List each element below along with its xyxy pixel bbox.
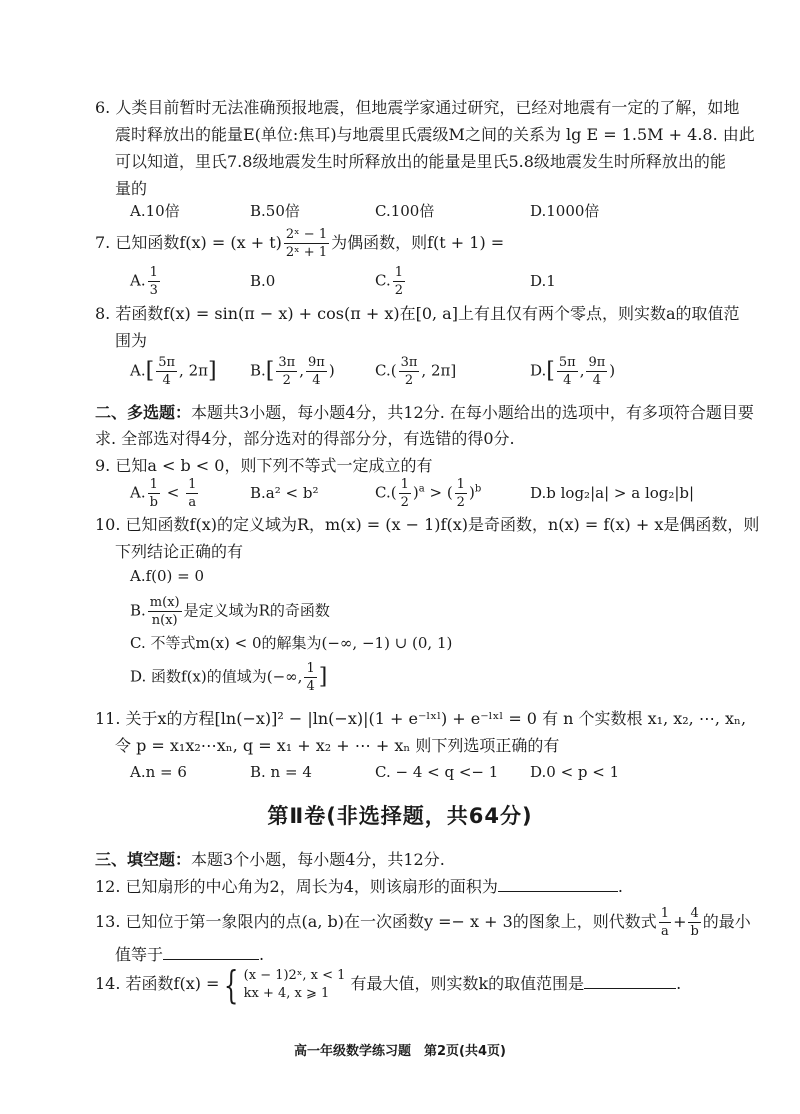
q9-option-a-denominator-1: b (149, 495, 158, 510)
q14-case-1: (x − 1)2ˣ, x < 1 (243, 967, 346, 983)
q7-option-d: D.1 (530, 272, 556, 290)
q8-option-c-fraction (399, 356, 420, 387)
q14-answer-blank[interactable] (584, 974, 676, 989)
q14-case-2: kx + 4, x ⩾ 1 (243, 985, 330, 1001)
q13-line-2-text: 值等于 (115, 945, 164, 964)
q11-line-1: 11. 关于x的方程[ln(−x)]² − |ln(−x)|(1 + e⁻ˡˣˡ) + e⁻ˡˣˡ = 0 有 n 个实数根 x₁, x₂, ⋯, xₙ, (95, 709, 747, 728)
q10-option-d-numerator: 1 (306, 661, 315, 676)
q8-option-c-label: C. (375, 361, 391, 380)
q8-option-c-numerator: 3π (400, 355, 418, 370)
q8-option-a-label: A. (130, 361, 146, 380)
q7-option-a-numerator: 1 (149, 265, 158, 280)
q9-option-c-numerator-2: 1 (456, 477, 465, 492)
q10-option-c: C. 不等式m(x) < 0的解集为(−∞, −1) ∪ (0, 1) (130, 634, 453, 652)
section-3-line (95, 849, 445, 871)
q9-option-d: D.b log₂|a| > a log₂|b| (530, 484, 695, 502)
q8-option-c (375, 356, 456, 387)
q9-option-a-denominator-2: a (188, 495, 197, 510)
q9-option-c-fraction-2 (455, 478, 467, 509)
q9-option-c-numerator-1: 1 (400, 477, 409, 492)
q8-option-d-comma: , (579, 361, 585, 380)
q7-fraction-denominator: 2ˣ + 1 (285, 245, 328, 260)
q13-fraction-1 (659, 907, 671, 938)
q6-line-4: 量的 (115, 179, 148, 198)
q9-option-c-operator: > (429, 483, 443, 502)
q13-answer-blank[interactable] (163, 945, 259, 960)
q12-stem (95, 876, 623, 898)
q8-option-b (250, 356, 335, 387)
q10-option-b-numerator: m(x) (149, 595, 180, 610)
q13-line-1 (95, 907, 751, 938)
q11-option-a: A.n = 6 (130, 763, 187, 781)
q8-option-b-denominator-1: 2 (282, 373, 291, 388)
section-3-heading: 三、填空题： (95, 850, 192, 869)
q9-option-a-label: A. (130, 483, 146, 502)
q13-stem-text: 13. 已知位于第一象限内的点(a, b)在一次函数y =− x + 3的图象上，则代数式 (95, 912, 657, 931)
q8-option-b-label: B. (250, 361, 266, 380)
q8-option-d-open: [ (546, 358, 555, 384)
q9-option-c: C.( $\frac{1}{2}$ )$^a$ > ( $\frac{1}{2}$ )$^b$ (375, 477, 482, 510)
q8-option-a-numerator: 5π (158, 355, 176, 370)
section-2-line-2: 求. 全部选对得4分，部分选对的得部分分，有选错的得0分. (95, 429, 515, 448)
q13-fraction-2 (688, 907, 700, 938)
q7-option-b: B.0 (250, 272, 276, 290)
q9-option-a-numerator-2: 1 (188, 477, 197, 492)
q9-option-c-exponent-2: b (474, 483, 482, 495)
q9-option-a-fraction-2 (186, 478, 198, 509)
q8-option-d-fraction-1 (557, 356, 578, 387)
q10-option-a: A.f(0) = 0 (130, 567, 205, 585)
q14-brace: { (224, 962, 239, 1007)
q8-option-b-denominator-2: 4 (312, 373, 321, 388)
page-footer: 高一年级数学练习题 第2页(共4页) (294, 1044, 506, 1059)
q8-option-b-numerator-2: 9π (308, 355, 325, 370)
q8-line-1: 8. 若函数f(x) = sin(π − x) + cos(π + x)在[0, a]上有且仅有两个零点，则实数a的取值范 (95, 304, 740, 323)
q9-option-a-fraction-1 (148, 478, 160, 509)
q7-stem-pre: 7. 已知函数f(x) = (x + t) (95, 233, 282, 252)
q7-option-c-label: C. (375, 271, 391, 290)
q9-option-c-denominator-1: 2 (400, 495, 409, 510)
q10-option-d-fraction (304, 662, 316, 693)
q9-option-a (130, 478, 200, 509)
q8-option-a-rest: , 2π (179, 361, 208, 380)
q10-option-d-close: ] (318, 664, 328, 690)
q8-option-d-numerator-1: 5π (558, 355, 576, 370)
q8-option-d-label: D. (530, 361, 547, 380)
q13-line-2-end: . (259, 945, 265, 964)
q10-option-b-fraction (148, 596, 182, 627)
q10-option-b-rest: 是定义域为R的奇函数 (183, 601, 330, 620)
q7-fraction-numerator: 2ˣ − 1 (285, 227, 328, 242)
q13-numerator-1: 1 (660, 906, 670, 921)
q13-line-2 (115, 944, 264, 966)
q7-stem (95, 228, 504, 259)
q9-option-a-operator: < (166, 483, 180, 502)
q10-option-b (130, 596, 330, 627)
q9-option-b: B.a² < b² (250, 484, 319, 502)
q10-option-d-denominator: 4 (306, 679, 315, 694)
q8-option-a-open: [ (145, 358, 155, 384)
q7-option-c-fraction (393, 266, 405, 297)
q7-option-c-denominator: 2 (394, 283, 403, 298)
q10-option-b-label: B. (130, 601, 146, 620)
q8-option-c-close: ] (450, 361, 457, 380)
q7-fraction (284, 228, 329, 259)
q9-option-a-numerator-1: 1 (148, 478, 160, 494)
q7-stem-post: 为偶函数，则f(t + 1) = (331, 233, 505, 252)
q13-plus: + (673, 912, 687, 931)
q6-line-1: 6. 人类目前暂时无法准确预报地震，但地震学家通过研究，已经对地震有一定的了解，如地 (95, 98, 740, 117)
section-2-heading: 二、多选题： (95, 403, 192, 422)
q12-stem-text: 12. 已知扇形的中心角为2，周长为4，则该扇形的面积为 (95, 877, 498, 896)
q14-cases (244, 967, 346, 1003)
q8-option-b-fraction-1 (276, 356, 297, 387)
q6-option-b: B.50倍 (250, 202, 300, 220)
q8-option-d-denominator-1: 4 (563, 373, 572, 388)
q13-stem-post: 的最小 (702, 912, 751, 931)
q7-option-a-denominator: 3 (149, 283, 158, 298)
q6-option-c: C.100倍 (375, 202, 435, 220)
q8-option-a-fraction (156, 356, 177, 387)
q10-option-d-pre: D. 函数f(x)的值域为(−∞, (130, 667, 303, 686)
q7-option-c-numerator: 1 (394, 265, 403, 280)
q14-stem-pre: 14. 若函数f(x) = (95, 974, 220, 993)
q7-option-a-fraction (148, 266, 160, 297)
q6-option-d: D.1000倍 (530, 202, 600, 220)
q6-line-3: 可以知道，里氏7.8级地震发生时所释放出的能量是里氏5.8级地震发生时所释放出的能 (115, 152, 726, 171)
q11-option-b: B. n = 4 (250, 763, 312, 781)
q10-line-2: 下列结论正确的有 (115, 542, 244, 561)
q11-option-c: C. − 4 < q <− 1 (375, 763, 499, 781)
q9-stem: 9. 已知a < b < 0，则下列不等式一定成立的有 (95, 456, 433, 475)
q6-line-2: 震时释放出的能量E(单位:焦耳)与地震里氏震级M之间的关系为 lg E = 1.5M + 4.8. 由此 (115, 125, 755, 144)
q9-option-c-exponent-1: a (418, 483, 425, 495)
q8-line-2: 围为 (115, 331, 148, 350)
q10-option-d (130, 662, 327, 693)
q8-option-b-comma: , (299, 361, 304, 380)
q10-line-1: 10. 已知函数f(x)的定义域为R，m(x) = (x − 1)f(x)是奇函数，n(x) = f(x) + x是偶函数，则 (95, 515, 760, 534)
part-2-title: 第Ⅱ卷(非选择题，共64分) (267, 804, 533, 828)
q8-option-d-close: ) (609, 361, 616, 380)
q8-option-c-rest: , 2π (421, 361, 451, 380)
q8-option-c-denominator: 2 (404, 373, 414, 388)
q8-option-a-close: ] (207, 358, 217, 384)
q8-option-d-numerator-2: 9π (588, 355, 606, 370)
q12-stem-end: . (617, 877, 623, 896)
q14-stem-end: . (676, 974, 682, 993)
section-2-description: 本题共3小题，每小题4分，共12分. 在每小题给出的选项中，有多项符合题目要 (191, 403, 754, 422)
q7-option-a (130, 266, 162, 297)
q7-option-c (375, 266, 407, 297)
q9-option-c-denominator-2: 2 (456, 495, 465, 510)
q13-denominator-1: a (661, 924, 669, 939)
q8-option-b-numerator-1: 3π (278, 355, 296, 370)
q12-answer-blank[interactable] (498, 877, 618, 892)
q11-line-2: 令 p = x₁x₂⋯xₙ, q = x₁ + x₂ + ⋯ + xₙ 则下列选项正确的有 (115, 736, 560, 755)
q6-option-a: A.10倍 (130, 202, 180, 220)
section-3-description: 本题3个小题，每小题4分，共12分. (191, 850, 445, 869)
q8-option-d (530, 356, 615, 387)
q11-option-d: D.0 < p < 1 (530, 763, 620, 781)
q8-option-b-close: ) (328, 361, 335, 380)
q8-option-a-denominator: 4 (162, 373, 171, 388)
q8-option-a (130, 356, 217, 387)
q14-stem-post: 有最大值，则实数k的取值范围是 (350, 974, 585, 993)
section-2-line-1 (95, 402, 754, 424)
q13-denominator-2: b (690, 924, 699, 939)
q8-option-c-open: ( (390, 361, 397, 380)
q9-option-c-label: C. (375, 483, 391, 502)
q8-option-d-denominator-2: 4 (592, 373, 602, 388)
q8-option-d-fraction-2 (586, 356, 607, 387)
q13-numerator-2: 4 (688, 907, 700, 923)
q7-option-a-label: A. (130, 271, 146, 290)
q10-option-b-denominator: n(x) (151, 613, 178, 628)
q8-option-b-open: [ (265, 358, 275, 384)
q8-option-b-fraction-2 (306, 356, 327, 387)
q9-option-c-fraction-1 (399, 478, 411, 509)
q14-stem (95, 962, 682, 1007)
